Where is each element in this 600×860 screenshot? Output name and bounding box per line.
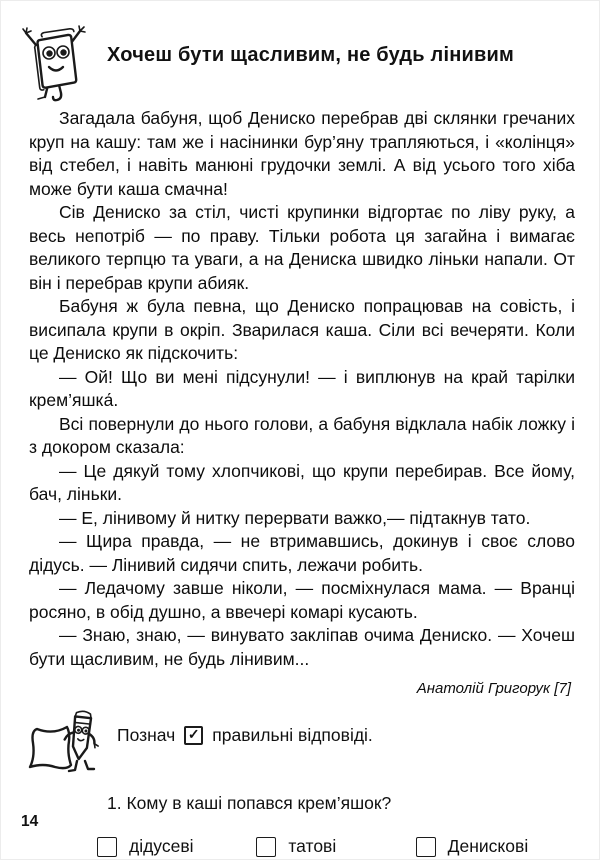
checkbox-tatovi[interactable] xyxy=(256,837,276,857)
page-title: Хочеш бути щасливим, не будь лінивим xyxy=(107,44,514,66)
task-section xyxy=(1,697,599,857)
question-1: 1. Кому в каші попався крем’яшок? xyxy=(107,793,392,813)
pencil-character-icon xyxy=(27,703,103,777)
story-paragraph: — Щира правда, — не втримавшись, докинув і своє слово дідусь. — Лінивий сидячи спить, лежачи робить. xyxy=(29,531,575,575)
story-paragraph: Бабуня ж була певна, що Дениско попрацював на совість, і висипала крупи в окріп. Зварилася каша. Сіли всі вечеряти. Коли це Дениско як підскочить: xyxy=(29,296,575,363)
checkbox-didusevi[interactable] xyxy=(97,837,117,857)
story-paragraph: Загадала бабуня, щоб Дениско перебрав дві склянки гречаних круп на кашу: там же і насінинки бур’яну трапляються, і «колінця» від стебел, і навіть манюні грудочки землі. А від усього того хіба може бути каша смачна! xyxy=(29,108,575,199)
task-instruction xyxy=(117,725,373,746)
author-attribution: Анатолій Григорук [7] xyxy=(416,680,571,697)
page-number: 14 xyxy=(21,813,39,830)
instruction-prefix: Познач xyxy=(117,724,176,745)
story-paragraph: — Знаю, знаю, — винувато закліпав очима Дениско. — Хочеш бути щасливим, не будь лінивим... xyxy=(29,625,575,669)
story-paragraph: — Ой! Що ви мені підсунули! — і виплюнув на край тарілки крем’яшка́. xyxy=(29,366,575,410)
option-tatovi[interactable] xyxy=(256,836,415,857)
option-label: татові xyxy=(288,836,337,856)
story-paragraph: Всі повернули до нього голови, а бабуня відклала набік ложку і з докором сказала: xyxy=(29,413,575,457)
option-label: Денискові xyxy=(447,836,529,856)
option-denyskovi[interactable] xyxy=(416,836,575,857)
instruction-suffix: правильні відповіді. xyxy=(212,724,373,745)
story-text xyxy=(1,105,599,697)
checked-checkbox-icon: ✓ xyxy=(184,726,203,745)
task-header xyxy=(27,703,575,777)
answer-options xyxy=(97,836,575,857)
story-paragraph: — Це дякуй тому хлопчикові, що крупи перебирав. Все йому, бач, ліньки. xyxy=(29,460,575,504)
checkbox-denyskovi[interactable] xyxy=(416,837,436,857)
book-character-icon xyxy=(21,19,87,105)
story-paragraph: Сів Дениско за стіл, чисті крупинки відгортає по ліву руку, а весь непотріб — по праву. Тільки робота ця загайна і вимагає великого терпцю та уваги, а на Дениска швидко ліньки напали. От він і перебрав крупи абияк. xyxy=(29,202,575,293)
story-paragraph: — Ледачому завше ніколи, — посміхнулася мама. — Вранці росяно, в обід душно, а ввечері комарі кусають. xyxy=(29,578,575,622)
option-didusevi[interactable] xyxy=(97,836,256,857)
lesson-header xyxy=(1,1,599,105)
story-paragraph: — Е, лінивому й нитку перервати важко,— підтакнув тато. xyxy=(59,507,531,528)
option-label: дідусеві xyxy=(129,836,194,856)
